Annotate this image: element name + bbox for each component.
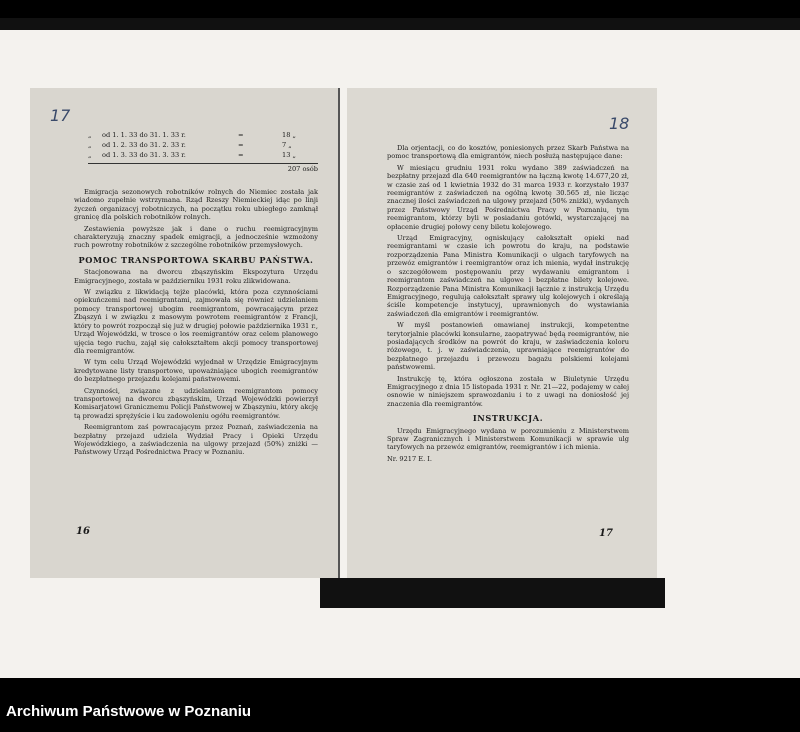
archive-caption: Archiwum Państwowe w Poznaniu: [6, 703, 252, 720]
table-row: „ od 1. 3. 33 do 31. 3. 33 r. = 13 „: [88, 151, 296, 159]
left-body: [74, 188, 318, 460]
page-number: 17: [599, 528, 613, 539]
book-shadow: [320, 578, 665, 608]
paragraph: Urząd Emigracyjny, ogniskujący całokształt opieki nad reemigrantami w czasie ich powrotu do kraju, na podstawie rozporządzenia Pana Ministra Komunikacji o ulgach taryfowych na przewóz emigrantów i reemigrantów oraz ich mienia, wydał instrukcję o szczegółowem postępowaniu przy wydawaniu emigrantom i reemigrantom zaświadczeń na ulgowe i bezpłatne bilety kolejowe. Rozporządzenie Pana Ministra Komunikacji łącznie z instrukcją Urzędu Emigracyjnego, regulują całokształt sprawy ulg kolejowych i określają ściśle kompetencje instytucyj, uprawnionych do wystawiania zaświadczeń dla emigrantów i reemigrantów.: [387, 234, 629, 318]
folio-left: 17: [50, 106, 71, 125]
table-row: „ od 1. 1. 33 do 31. 1. 33 r. = 18 „: [88, 131, 296, 139]
folio-right: 18: [609, 114, 630, 133]
table-total: 207 osób: [88, 163, 318, 173]
section-heading: INSTRUKCJA.: [472, 413, 544, 424]
paragraph: W tym celu Urząd Wojewódzki wyjednał w Urzędzie Emigracyjnym kredytowane listy transportowe, upoważniające ubogich reemigrantów do bezpłatnego przejazdu kolejami państwowemi.: [74, 358, 318, 384]
paragraph: Dla orjentacji, co do kosztów, poniesionych przez Skarb Państwa na pomoc transportową dla emigrantów, niech posłużą następujące dane:: [387, 144, 629, 161]
paragraph: Stacjonowana na dworcu zbąszyńskim Ekspozytura Urzędu Emigracyjnego, została w październiku 1931 roku zlikwidowana.: [74, 268, 318, 285]
paragraph: Emigracja sezonowych robotników rolnych do Niemiec została jak wiadomo zupełnie wstrzymana. Rząd Rzeszy Niemieckiej idąc po linji życzeń organizacyj robotniczych, na początku roku ubiegłego zamknął granicę dla polskich robotników rolnych.: [74, 188, 318, 222]
paragraph: Urzędu Emigracyjnego wydana w porozumieniu z Ministerstwem Spraw Zagranicznych i Ministerstwem Komunikacji w sprawie ulg taryfowych na przewóz emigrantów, reemigrantów i ich mienia.: [387, 426, 629, 452]
right-page: [347, 88, 657, 578]
paragraph: Czynności, związane z udzielaniem reemigrantom pomocy transportowej na dworcu zbąszyńskim, Urząd Wojewódzki powierzył Komisarjatowi Granicznemu Policji Państwowej w Zbąszyniu, który akcję tą prowadzi sprężyście i ku zadowoleniu ogółu reemigrantów.: [74, 386, 318, 420]
reference-number: Nr. 9217 E. I.: [387, 454, 432, 463]
paragraph: W myśl postanowień omawianej instrukcji, kompetentne terytorjalnie placówki konsularne, zaopatrywać będą reemigrantów, nie posiadających środków na powrót do kraju, w zaświadczenia koloru różowego, t. j. w zaświadczenia, uprawniające reemigrantów do bezpłatnego przejazdu i przewozu bagażu polskiemi kolejami państwowemi.: [387, 321, 629, 372]
table-row: „ od 1. 2. 33 do 31. 2. 33 r. = 7 „: [88, 141, 292, 149]
section-heading: POMOC TRANSPORTOWA SKARBU PAŃSTWA.: [78, 254, 314, 265]
film-edge: [0, 18, 800, 30]
paragraph: Reemigrantom zaś powracającym przez Poznań, zaświadczenia na bezpłatny przejazd udziela Wydział Pracy i Opieki Urzędu Wojewódzkiego, a zaświadczenia na ulgowy przejazd (50%) zniżki — Państwowy Urząd Pośrednictwa Pracy w Poznaniu.: [74, 423, 318, 457]
transport-table: [88, 130, 318, 173]
paragraph: Instrukcję tę, która ogłoszona została w Biuletynie Urzędu Emigracyjnego z dnia 15 listopada 1931 r. Nr. 21—22, podajemy w całej osnowie w niniejszem sprawozdaniu i to z uwagi na doniosłość jej znaczenia dla reemigrantów.: [387, 374, 629, 408]
paragraph: W związku z likwidacją tejże placówki, która poza czynnościami opiekuńczemi nad reemigrantami, zajmowała się również udzielaniem pomocy transportowej ubogim reemigrantom, powracającym przez Zbąszyń i w związku z masowym powrotem reemigrantów z Francji, który to powrót rozpoczął się już w drugiej połowie października 1931 r., Urząd Wojewódzki, w trosce o los reemigrantów oraz celem planowego ujęcia tego ruchu, zajął się całokształtem akcji pomocy transportowej dla reemigrantów.: [74, 288, 318, 355]
left-page: [30, 88, 340, 578]
right-body: [387, 144, 629, 463]
paragraph: W miesiącu grudniu 1931 roku wydano 389 zaświadczeń na bezpłatny przejazd dla 640 reemigrantów na łączną kwotę 14.677,20 zł, w czasie zaś od 1 kwietnia 1932 do 31 marca 1933 r. korzystało 1937 reemigrantów z zaświadczeń na ogólną kwotę 30.565 zł, nie licząc znacznej ilości zaświadczeń na ulgowy przejazd (50% zniżki), wydanych przez Państwowy Urząd Pośrednictwa Pracy w Poznaniu, tym reemigrantom, którzy byli w posiadaniu gotówki, wystarczającej na opłacenie drugiej połowy ceny biletu kolejowego.: [387, 163, 629, 231]
paragraph: Zestawienia powyższe jak i dane o ruchu reemigracyjnym charakteryzują znaczny spadek emigracji, a jednocześnie wzmożony ruch powrotny robotników z szczególne robotników przemysłowych.: [74, 224, 318, 250]
page-number: 16: [76, 526, 90, 537]
